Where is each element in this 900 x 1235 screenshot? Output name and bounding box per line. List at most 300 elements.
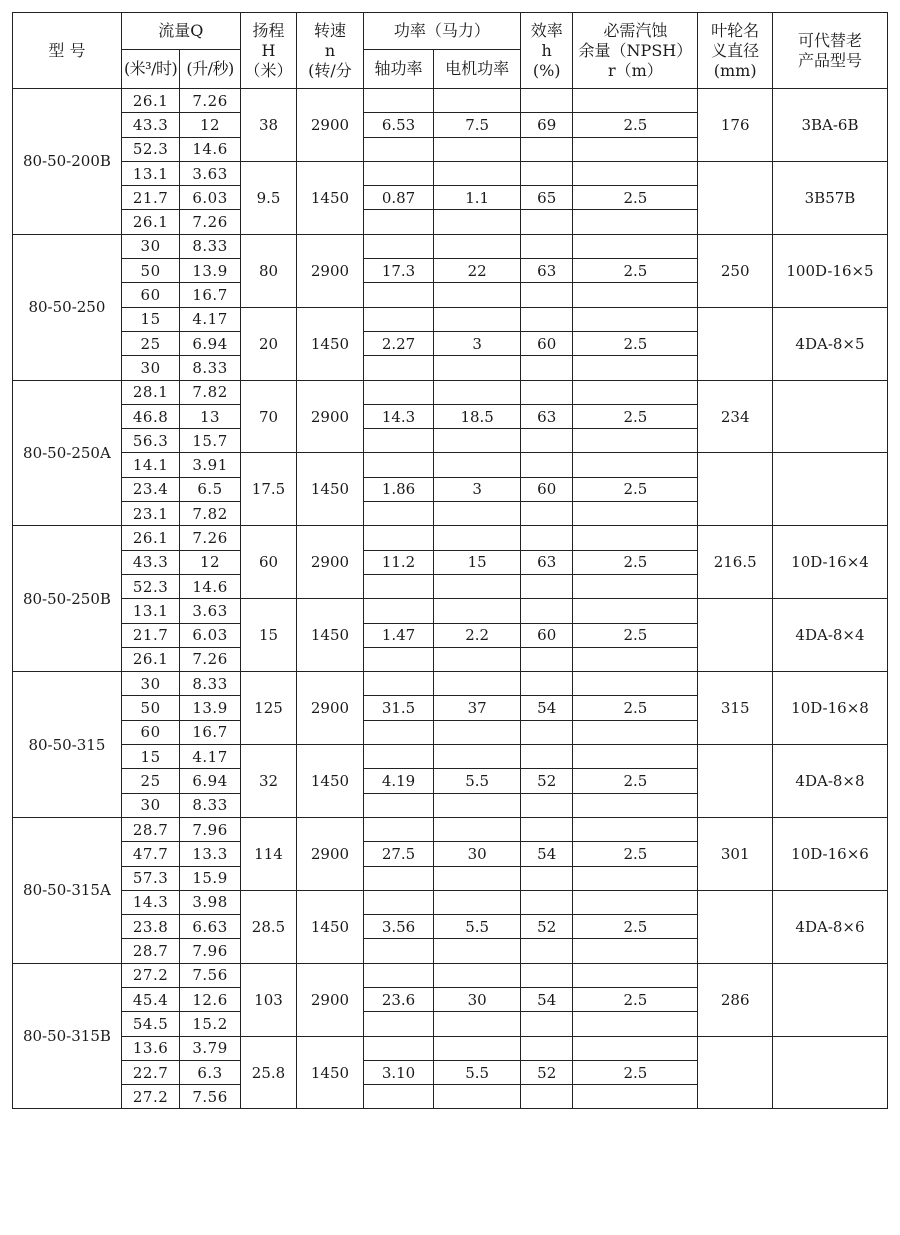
npsh-cell: 2.5 bbox=[573, 113, 698, 137]
col-flow-m3h-header: (米³/时) bbox=[121, 50, 179, 89]
model-name-cell: 80-50-315A bbox=[13, 817, 122, 963]
table-row bbox=[13, 745, 888, 769]
col-speed-header bbox=[297, 13, 364, 89]
flow-m3h-cell: 27.2 bbox=[121, 1085, 179, 1109]
npsh-cell bbox=[573, 599, 698, 623]
shaft-power-cell: 14.3 bbox=[363, 404, 434, 428]
table-row bbox=[13, 890, 888, 914]
flow-ls-cell: 13.9 bbox=[180, 259, 240, 283]
replacement-model-cell: 3B57B bbox=[772, 161, 887, 234]
flow-ls-cell: 12 bbox=[180, 550, 240, 574]
impeller-diameter-cell: 301 bbox=[698, 817, 773, 890]
npsh-cell bbox=[573, 210, 698, 234]
efficiency-cell bbox=[521, 890, 573, 914]
npsh-cell bbox=[573, 234, 698, 258]
shaft-power-cell bbox=[363, 283, 434, 307]
impeller-diameter-cell bbox=[698, 1036, 773, 1109]
head-cell: 17.5 bbox=[240, 453, 296, 526]
eff-unit: (%) bbox=[532, 60, 561, 80]
motor-power-cell bbox=[434, 137, 521, 161]
replacement-model-cell: 10D-16×8 bbox=[772, 672, 887, 745]
table-header bbox=[13, 13, 888, 89]
motor-power-cell bbox=[434, 89, 521, 113]
flow-m3h-cell: 13.1 bbox=[121, 599, 179, 623]
motor-power-cell: 3 bbox=[434, 331, 521, 355]
shaft-power-cell: 1.47 bbox=[363, 623, 434, 647]
motor-power-cell bbox=[434, 453, 521, 477]
speed-cell: 2900 bbox=[297, 526, 364, 599]
shaft-power-cell bbox=[363, 939, 434, 963]
impeller-diameter-cell bbox=[698, 890, 773, 963]
motor-power-cell bbox=[434, 356, 521, 380]
efficiency-cell bbox=[521, 1012, 573, 1036]
head-unit: （米） bbox=[244, 60, 293, 80]
efficiency-cell bbox=[521, 599, 573, 623]
col-flow-header: 流量Q bbox=[121, 13, 240, 50]
speed-cell: 2900 bbox=[297, 380, 364, 453]
col-npsh-header bbox=[573, 13, 698, 89]
replacement-model-cell: 10D-16×6 bbox=[772, 817, 887, 890]
npsh-cell bbox=[573, 939, 698, 963]
efficiency-cell: 60 bbox=[521, 331, 573, 355]
shaft-power-cell bbox=[363, 793, 434, 817]
flow-ls-cell: 3.98 bbox=[180, 890, 240, 914]
flow-m3h-cell: 28.7 bbox=[121, 817, 179, 841]
flow-m3h-cell: 28.7 bbox=[121, 939, 179, 963]
npsh-cell bbox=[573, 1012, 698, 1036]
shaft-power-cell bbox=[363, 672, 434, 696]
efficiency-cell bbox=[521, 283, 573, 307]
npsh-cell bbox=[573, 963, 698, 987]
efficiency-cell bbox=[521, 161, 573, 185]
flow-ls-cell: 13.3 bbox=[180, 842, 240, 866]
head-cell: 20 bbox=[240, 307, 296, 380]
efficiency-cell bbox=[521, 817, 573, 841]
motor-power-cell bbox=[434, 963, 521, 987]
npsh-cell bbox=[573, 526, 698, 550]
table-row bbox=[13, 672, 888, 696]
table-row bbox=[13, 89, 888, 113]
motor-power-cell bbox=[434, 210, 521, 234]
flow-ls-cell: 6.03 bbox=[180, 186, 240, 210]
replacement-model-cell: 100D-16×5 bbox=[772, 234, 887, 307]
shaft-power-cell bbox=[363, 356, 434, 380]
efficiency-cell bbox=[521, 574, 573, 598]
shaft-power-cell bbox=[363, 161, 434, 185]
replacement-model-cell: 4DA-8×4 bbox=[772, 599, 887, 672]
npsh-cell bbox=[573, 1036, 698, 1060]
table-row bbox=[13, 1036, 888, 1060]
shaft-power-cell: 31.5 bbox=[363, 696, 434, 720]
motor-power-cell: 1.1 bbox=[434, 186, 521, 210]
efficiency-cell bbox=[521, 453, 573, 477]
speed-label: 转速 bbox=[313, 20, 346, 40]
col-efficiency-header bbox=[521, 13, 573, 89]
speed-cell: 2900 bbox=[297, 963, 364, 1036]
npsh-cell bbox=[573, 817, 698, 841]
npsh-cell bbox=[573, 866, 698, 890]
model-name-cell: 80-50-250 bbox=[13, 234, 122, 380]
npsh-cell: 2.5 bbox=[573, 623, 698, 647]
table-row bbox=[13, 234, 888, 258]
head-cell: 38 bbox=[240, 89, 296, 162]
replacement-model-cell: 4DA-8×8 bbox=[772, 745, 887, 818]
flow-m3h-cell: 30 bbox=[121, 672, 179, 696]
flow-ls-cell: 13 bbox=[180, 404, 240, 428]
col-impeller-header bbox=[698, 13, 773, 89]
efficiency-cell: 54 bbox=[521, 696, 573, 720]
npsh-cell bbox=[573, 647, 698, 671]
impeller-diameter-cell bbox=[698, 745, 773, 818]
eff-label: 效率 bbox=[530, 20, 563, 40]
replacement-label-2: 产品型号 bbox=[797, 50, 862, 70]
head-cell: 114 bbox=[240, 817, 296, 890]
npsh-cell bbox=[573, 502, 698, 526]
npsh-cell bbox=[573, 356, 698, 380]
flow-m3h-cell: 47.7 bbox=[121, 842, 179, 866]
table-body bbox=[13, 89, 888, 1109]
speed-cell: 1450 bbox=[297, 745, 364, 818]
flow-m3h-cell: 23.8 bbox=[121, 915, 179, 939]
shaft-power-cell bbox=[363, 429, 434, 453]
efficiency-cell bbox=[521, 963, 573, 987]
model-name-cell: 80-50-315 bbox=[13, 672, 122, 818]
motor-power-cell bbox=[434, 161, 521, 185]
efficiency-cell bbox=[521, 429, 573, 453]
motor-power-cell: 7.5 bbox=[434, 113, 521, 137]
shaft-power-cell bbox=[363, 866, 434, 890]
impeller-diameter-cell: 250 bbox=[698, 234, 773, 307]
impeller-label-1: 叶轮名 bbox=[711, 20, 760, 40]
flow-ls-cell: 7.82 bbox=[180, 502, 240, 526]
speed-cell: 1450 bbox=[297, 307, 364, 380]
impeller-diameter-cell: 286 bbox=[698, 963, 773, 1036]
flow-ls-cell: 16.7 bbox=[180, 720, 240, 744]
efficiency-cell bbox=[521, 307, 573, 331]
efficiency-cell bbox=[521, 356, 573, 380]
flow-ls-cell: 3.91 bbox=[180, 453, 240, 477]
flow-ls-cell: 15.9 bbox=[180, 866, 240, 890]
shaft-power-cell: 6.53 bbox=[363, 113, 434, 137]
impeller-unit: (mm) bbox=[713, 60, 757, 80]
shaft-power-cell: 23.6 bbox=[363, 987, 434, 1011]
flow-m3h-cell: 45.4 bbox=[121, 987, 179, 1011]
flow-m3h-cell: 30 bbox=[121, 793, 179, 817]
col-power-header: 功率（马力） bbox=[363, 13, 520, 50]
flow-m3h-cell: 22.7 bbox=[121, 1060, 179, 1084]
npsh-cell bbox=[573, 161, 698, 185]
flow-m3h-cell: 14.3 bbox=[121, 890, 179, 914]
speed-cell: 2900 bbox=[297, 817, 364, 890]
head-cell: 25.8 bbox=[240, 1036, 296, 1109]
flow-m3h-cell: 60 bbox=[121, 720, 179, 744]
flow-ls-cell: 4.17 bbox=[180, 745, 240, 769]
efficiency-cell: 52 bbox=[521, 769, 573, 793]
model-name-cell: 80-50-250A bbox=[13, 380, 122, 526]
flow-m3h-cell: 27.2 bbox=[121, 963, 179, 987]
flow-ls-cell: 13.9 bbox=[180, 696, 240, 720]
flow-m3h-cell: 23.4 bbox=[121, 477, 179, 501]
motor-power-cell bbox=[434, 574, 521, 598]
table-row bbox=[13, 161, 888, 185]
motor-power-cell: 30 bbox=[434, 842, 521, 866]
efficiency-cell: 60 bbox=[521, 623, 573, 647]
shaft-power-cell bbox=[363, 526, 434, 550]
efficiency-cell: 69 bbox=[521, 113, 573, 137]
head-cell: 32 bbox=[240, 745, 296, 818]
efficiency-cell: 63 bbox=[521, 259, 573, 283]
flow-ls-cell: 6.94 bbox=[180, 769, 240, 793]
npsh-cell bbox=[573, 283, 698, 307]
impeller-diameter-cell bbox=[698, 599, 773, 672]
npsh-cell bbox=[573, 720, 698, 744]
npsh-cell bbox=[573, 89, 698, 113]
col-replacement-header bbox=[772, 13, 887, 89]
shaft-power-cell bbox=[363, 89, 434, 113]
flow-ls-cell: 6.03 bbox=[180, 623, 240, 647]
motor-power-cell: 5.5 bbox=[434, 915, 521, 939]
motor-power-cell bbox=[434, 720, 521, 744]
npsh-cell bbox=[573, 672, 698, 696]
npsh-cell bbox=[573, 745, 698, 769]
impeller-diameter-cell bbox=[698, 453, 773, 526]
shaft-power-cell bbox=[363, 574, 434, 598]
flow-ls-cell: 3.79 bbox=[180, 1036, 240, 1060]
shaft-power-cell: 3.56 bbox=[363, 915, 434, 939]
motor-power-cell: 18.5 bbox=[434, 404, 521, 428]
table-row bbox=[13, 963, 888, 987]
shaft-power-cell bbox=[363, 599, 434, 623]
shaft-power-cell: 0.87 bbox=[363, 186, 434, 210]
npsh-cell: 2.5 bbox=[573, 477, 698, 501]
col-head-header bbox=[240, 13, 296, 89]
shaft-power-cell bbox=[363, 210, 434, 234]
motor-power-cell bbox=[434, 307, 521, 331]
npsh-cell bbox=[573, 429, 698, 453]
speed-cell: 1450 bbox=[297, 453, 364, 526]
col-flow-ls-header: (升/秒) bbox=[180, 50, 240, 89]
npsh-cell: 2.5 bbox=[573, 915, 698, 939]
head-cell: 15 bbox=[240, 599, 296, 672]
motor-power-cell bbox=[434, 234, 521, 258]
flow-ls-cell: 12 bbox=[180, 113, 240, 137]
flow-ls-cell: 6.3 bbox=[180, 1060, 240, 1084]
flow-m3h-cell: 15 bbox=[121, 745, 179, 769]
head-cell: 80 bbox=[240, 234, 296, 307]
replacement-model-cell: 10D-16×4 bbox=[772, 526, 887, 599]
flow-m3h-cell: 46.8 bbox=[121, 404, 179, 428]
head-cell: 28.5 bbox=[240, 890, 296, 963]
replacement-label-1: 可代替老 bbox=[797, 30, 862, 50]
flow-ls-cell: 8.33 bbox=[180, 672, 240, 696]
flow-m3h-cell: 43.3 bbox=[121, 550, 179, 574]
table-row bbox=[13, 817, 888, 841]
shaft-power-cell bbox=[363, 453, 434, 477]
efficiency-cell bbox=[521, 137, 573, 161]
flow-ls-cell: 6.63 bbox=[180, 915, 240, 939]
motor-power-cell bbox=[434, 599, 521, 623]
head-cell: 125 bbox=[240, 672, 296, 745]
replacement-model-cell bbox=[772, 453, 887, 526]
flow-ls-cell: 3.63 bbox=[180, 599, 240, 623]
shaft-power-cell: 2.27 bbox=[363, 331, 434, 355]
impeller-diameter-cell: 176 bbox=[698, 89, 773, 162]
speed-cell: 1450 bbox=[297, 1036, 364, 1109]
npsh-cell bbox=[573, 137, 698, 161]
flow-m3h-cell: 26.1 bbox=[121, 647, 179, 671]
speed-cell: 2900 bbox=[297, 89, 364, 162]
npsh-cell: 2.5 bbox=[573, 769, 698, 793]
shaft-power-cell bbox=[363, 1012, 434, 1036]
efficiency-cell: 54 bbox=[521, 842, 573, 866]
flow-m3h-cell: 30 bbox=[121, 356, 179, 380]
impeller-diameter-cell: 216.5 bbox=[698, 526, 773, 599]
head-symbol: H bbox=[261, 40, 276, 60]
model-name-cell: 80-50-315B bbox=[13, 963, 122, 1109]
head-cell: 103 bbox=[240, 963, 296, 1036]
npsh-cell: 2.5 bbox=[573, 987, 698, 1011]
npsh-label-1: 必需汽蚀 bbox=[603, 20, 668, 40]
shaft-power-cell bbox=[363, 963, 434, 987]
efficiency-cell bbox=[521, 939, 573, 963]
flow-ls-cell: 15.2 bbox=[180, 1012, 240, 1036]
impeller-diameter-cell bbox=[698, 161, 773, 234]
head-cell: 60 bbox=[240, 526, 296, 599]
table-row bbox=[13, 526, 888, 550]
flow-m3h-cell: 26.1 bbox=[121, 89, 179, 113]
flow-m3h-cell: 52.3 bbox=[121, 574, 179, 598]
shaft-power-cell bbox=[363, 890, 434, 914]
efficiency-cell: 65 bbox=[521, 186, 573, 210]
efficiency-cell: 52 bbox=[521, 915, 573, 939]
impeller-diameter-cell: 315 bbox=[698, 672, 773, 745]
motor-power-cell: 22 bbox=[434, 259, 521, 283]
efficiency-cell bbox=[521, 1036, 573, 1060]
npsh-cell: 2.5 bbox=[573, 186, 698, 210]
efficiency-cell bbox=[521, 502, 573, 526]
motor-power-cell bbox=[434, 1036, 521, 1060]
npsh-cell bbox=[573, 890, 698, 914]
npsh-cell: 2.5 bbox=[573, 696, 698, 720]
shaft-power-cell bbox=[363, 647, 434, 671]
npsh-unit: r（m） bbox=[607, 60, 663, 80]
flow-ls-cell: 16.7 bbox=[180, 283, 240, 307]
flow-ls-cell: 7.82 bbox=[180, 380, 240, 404]
flow-m3h-cell: 21.7 bbox=[121, 186, 179, 210]
speed-cell: 1450 bbox=[297, 599, 364, 672]
flow-m3h-cell: 50 bbox=[121, 259, 179, 283]
motor-power-cell bbox=[434, 1012, 521, 1036]
flow-m3h-cell: 13.6 bbox=[121, 1036, 179, 1060]
flow-ls-cell: 14.6 bbox=[180, 574, 240, 598]
motor-power-cell bbox=[434, 429, 521, 453]
flow-m3h-cell: 26.1 bbox=[121, 526, 179, 550]
motor-power-cell bbox=[434, 647, 521, 671]
flow-m3h-cell: 57.3 bbox=[121, 866, 179, 890]
replacement-model-cell: 4DA-8×6 bbox=[772, 890, 887, 963]
motor-power-cell bbox=[434, 793, 521, 817]
shaft-power-cell: 4.19 bbox=[363, 769, 434, 793]
efficiency-cell bbox=[521, 866, 573, 890]
impeller-diameter-cell bbox=[698, 307, 773, 380]
flow-m3h-cell: 28.1 bbox=[121, 380, 179, 404]
shaft-power-cell bbox=[363, 380, 434, 404]
flow-ls-cell: 7.26 bbox=[180, 647, 240, 671]
flow-m3h-cell: 50 bbox=[121, 696, 179, 720]
col-shaft-power-header: 轴功率 bbox=[363, 50, 434, 89]
speed-cell: 1450 bbox=[297, 890, 364, 963]
flow-ls-cell: 7.26 bbox=[180, 526, 240, 550]
flow-m3h-cell: 56.3 bbox=[121, 429, 179, 453]
shaft-power-cell: 27.5 bbox=[363, 842, 434, 866]
efficiency-cell bbox=[521, 526, 573, 550]
table-row bbox=[13, 307, 888, 331]
flow-ls-cell: 7.96 bbox=[180, 939, 240, 963]
efficiency-cell bbox=[521, 89, 573, 113]
shaft-power-cell bbox=[363, 1036, 434, 1060]
replacement-model-cell bbox=[772, 1036, 887, 1109]
flow-m3h-cell: 25 bbox=[121, 331, 179, 355]
impeller-label-2: 义直径 bbox=[711, 40, 760, 60]
motor-power-cell bbox=[434, 380, 521, 404]
col-motor-power-header: 电机功率 bbox=[434, 50, 521, 89]
shaft-power-cell: 3.10 bbox=[363, 1060, 434, 1084]
flow-ls-cell: 7.26 bbox=[180, 89, 240, 113]
flow-ls-cell: 7.56 bbox=[180, 1085, 240, 1109]
efficiency-cell bbox=[521, 745, 573, 769]
model-name-cell: 80-50-250B bbox=[13, 526, 122, 672]
table-row bbox=[13, 599, 888, 623]
flow-m3h-cell: 54.5 bbox=[121, 1012, 179, 1036]
npsh-cell: 2.5 bbox=[573, 259, 698, 283]
efficiency-cell bbox=[521, 672, 573, 696]
flow-ls-cell: 7.56 bbox=[180, 963, 240, 987]
pump-performance-table bbox=[12, 12, 888, 1109]
motor-power-cell bbox=[434, 1085, 521, 1109]
npsh-cell bbox=[573, 380, 698, 404]
flow-m3h-cell: 60 bbox=[121, 283, 179, 307]
efficiency-cell: 60 bbox=[521, 477, 573, 501]
efficiency-cell: 63 bbox=[521, 404, 573, 428]
speed-symbol: n bbox=[324, 40, 336, 60]
shaft-power-cell bbox=[363, 137, 434, 161]
flow-m3h-cell: 52.3 bbox=[121, 137, 179, 161]
flow-ls-cell: 6.94 bbox=[180, 331, 240, 355]
npsh-cell: 2.5 bbox=[573, 1060, 698, 1084]
npsh-cell bbox=[573, 453, 698, 477]
shaft-power-cell bbox=[363, 307, 434, 331]
shaft-power-cell: 11.2 bbox=[363, 550, 434, 574]
replacement-model-cell bbox=[772, 380, 887, 453]
shaft-power-cell bbox=[363, 720, 434, 744]
efficiency-cell bbox=[521, 380, 573, 404]
speed-cell: 1450 bbox=[297, 161, 364, 234]
replacement-model-cell: 4DA-8×5 bbox=[772, 307, 887, 380]
model-name-cell: 80-50-200B bbox=[13, 89, 122, 235]
motor-power-cell bbox=[434, 672, 521, 696]
npsh-cell: 2.5 bbox=[573, 331, 698, 355]
motor-power-cell: 37 bbox=[434, 696, 521, 720]
motor-power-cell: 30 bbox=[434, 987, 521, 1011]
flow-ls-cell: 3.63 bbox=[180, 161, 240, 185]
npsh-cell bbox=[573, 574, 698, 598]
npsh-cell: 2.5 bbox=[573, 842, 698, 866]
flow-ls-cell: 7.96 bbox=[180, 817, 240, 841]
impeller-diameter-cell: 234 bbox=[698, 380, 773, 453]
shaft-power-cell bbox=[363, 1085, 434, 1109]
table-row bbox=[13, 380, 888, 404]
flow-ls-cell: 8.33 bbox=[180, 793, 240, 817]
